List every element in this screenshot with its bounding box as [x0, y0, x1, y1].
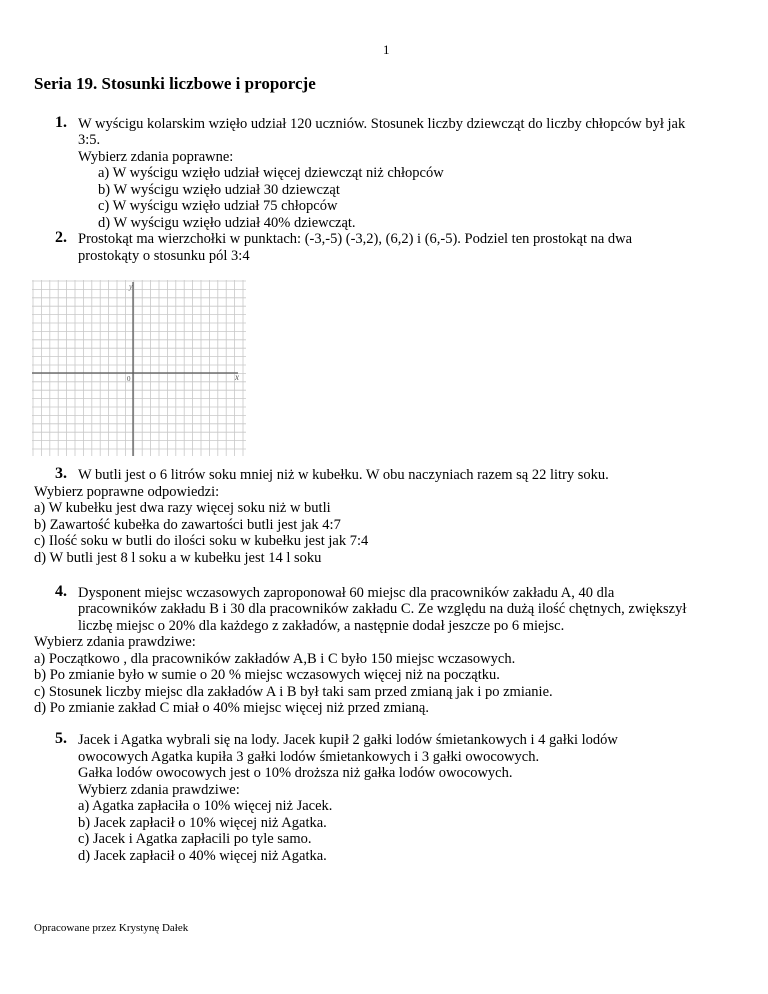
question-4-text-line-3: liczbę miejsc o 20% dla każdego z zakładów, a następnie dodał jeszcze po 6 miejsc. [78, 618, 565, 634]
y-axis-label: y [129, 282, 133, 291]
question-2-text-line-1: Prostokąt ma wierzchołki w punktach: (-3,-5) (-3,2), (6,2) i (6,-5). Podziel ten prostokąt na dwa [78, 231, 633, 247]
question-5-prompt: Wybierz zdania prawdziwe: [78, 782, 240, 798]
question-3-number: 3. [55, 465, 67, 482]
question-4-option-b: b) Po zmianie było w sumie o 20 % miejsc wczasowych więcej niż na początku. [34, 667, 500, 683]
question-3-option-d: d) W butli jest 8 l soku a w kubełku jest 14 l soku [34, 550, 322, 566]
page-title: Seria 19. Stosunki liczbowe i proporcje [34, 74, 316, 93]
question-4-prompt: Wybierz zdania prawdziwe: [34, 634, 196, 650]
question-3-text: W butli jest o 6 litrów soku mniej niż w kubełku. W obu naczyniach razem są 22 litry soku. [78, 467, 609, 483]
question-1-text-line-1: W wyścigu kolarskim wzięło udział 120 uczniów. Stosunek liczby dziewcząt do liczby chłopców był jak [78, 116, 686, 132]
question-3-option-a: a) W kubełku jest dwa razy więcej soku niż w butli [34, 500, 331, 516]
question-5-option-c: c) Jacek i Agatka zapłacili po tyle samo. [78, 831, 312, 847]
question-3-prompt: Wybierz poprawne odpowiedzi: [34, 484, 220, 500]
question-3-option-b: b) Zawartość kubełka do zawartości butli jest jak 4:7 [34, 517, 341, 533]
coordinate-grid [32, 280, 252, 456]
question-4-text-line-2: pracowników zakładu B i 30 dla pracowników zakładu C. Ze względu na dużą ilość chętnych, zwiększył [78, 601, 687, 617]
question-1-number: 1. [55, 114, 67, 131]
question-1-prompt: Wybierz zdania poprawne: [78, 149, 234, 165]
question-3-option-c: c) Ilość soku w butli do ilości soku w kubełku jest jak 7:4 [34, 533, 369, 549]
question-5-text-line-2: owocowych Agatka kupiła 3 gałki lodów śmietankowych i 3 gałki owocowych. [78, 749, 540, 765]
question-1-option-d: d) W wyścigu wzięło udział 40% dziewcząt. [98, 215, 356, 231]
question-4-text-line-1: Dysponent miejsc wczasowych zaproponował 60 miejsc dla pracowników zakładu A, 40 dla [78, 585, 615, 601]
question-4-number: 4. [55, 583, 67, 600]
question-1-option-c: c) W wyścigu wzięło udział 75 chłopców [98, 198, 338, 214]
question-5-text-line-1: Jacek i Agatka wybrali się na lody. Jacek kupił 2 gałki lodów śmietankowych i 4 gałki lodów [78, 732, 618, 748]
question-1-option-a: a) W wyścigu wzięło udział więcej dziewcząt niż chłopców [98, 165, 444, 181]
question-5-number: 5. [55, 730, 67, 747]
question-4-option-d: d) Po zmianie zakład C miał o 40% miejsc więcej niż przed zmianą. [34, 700, 429, 716]
question-5-option-d: d) Jacek zapłacił o 40% więcej niż Agatka. [78, 848, 327, 864]
page-number: 1 [383, 42, 390, 57]
question-5-option-a: a) Agatka zapłaciła o 10% więcej niż Jacek. [78, 798, 333, 814]
question-4-option-a: a) Początkowo , dla pracowników zakładów A,B i C było 150 miejsc wczasowych. [34, 651, 516, 667]
question-2-number: 2. [55, 229, 67, 246]
question-5-option-b: b) Jacek zapłacił o 10% więcej niż Agatka. [78, 815, 327, 831]
question-2-text-line-2: prostokąty o stosunku pól 3:4 [78, 248, 250, 264]
origin-label: 0 [127, 375, 131, 383]
x-axis-label: x [235, 372, 239, 382]
question-4-option-c: c) Stosunek liczby miejsc dla zakładów A i B był taki sam przed zmianą jak i po zmianie. [34, 684, 553, 700]
question-5-text-line-3: Gałka lodów owocowych jest o 10% droższa niż gałka lodów owocowych. [78, 765, 513, 781]
question-1-option-b: b) W wyścigu wzięło udział 30 dziewcząt [98, 182, 340, 198]
footer-author: Opracowane przez Krystynę Dałek [34, 922, 189, 934]
question-1-text-line-2: 3:5. [78, 132, 101, 148]
